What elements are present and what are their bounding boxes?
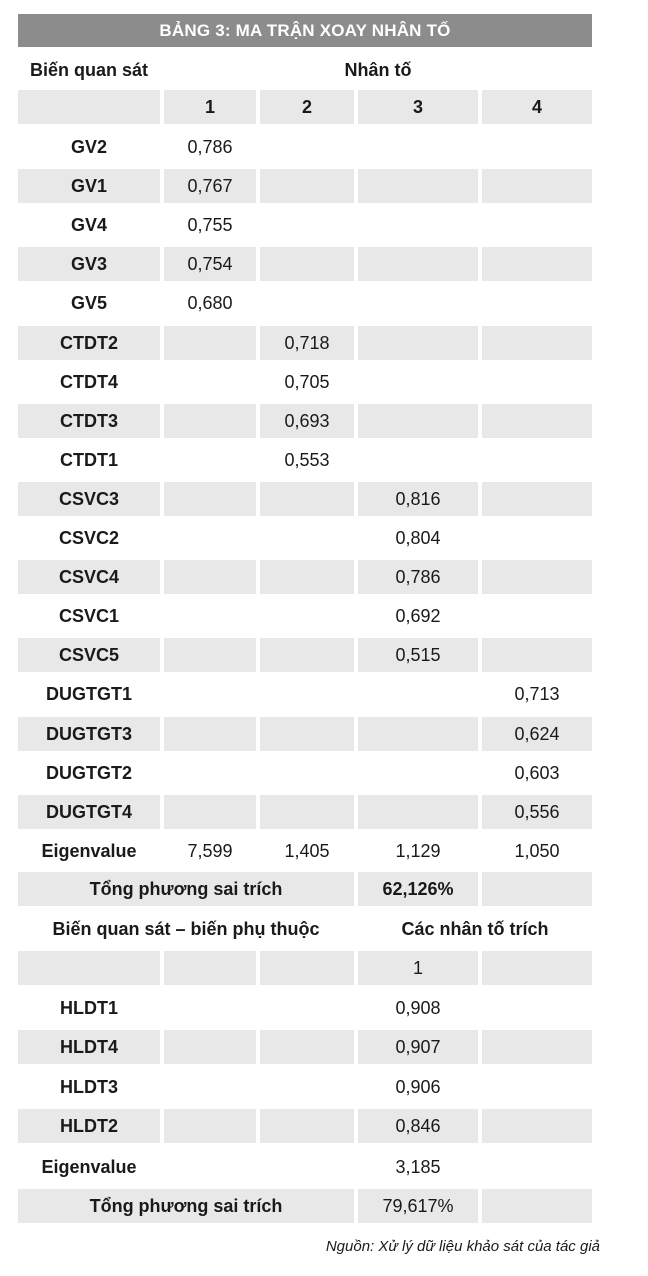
- loading-value: 0,693: [260, 404, 354, 438]
- table-row: [18, 1109, 592, 1143]
- variable-name: CSVC5: [18, 638, 160, 672]
- variable-name: DUGTGT2: [45, 762, 132, 783]
- variable-name: Eigenvalue: [41, 840, 137, 861]
- table-row: [18, 795, 592, 829]
- table-row: [18, 443, 592, 477]
- factor-number: 4: [482, 90, 592, 124]
- loading-value: 0,907: [358, 1030, 478, 1064]
- loading-value: [482, 130, 592, 164]
- loading-value: [164, 521, 256, 555]
- variable-name: CSVC1: [58, 605, 120, 626]
- blank-cell: [482, 1109, 592, 1143]
- loading-value: [164, 756, 256, 790]
- table-row: [18, 834, 592, 868]
- loading-value: [482, 404, 592, 438]
- total-variance-row: [18, 872, 592, 906]
- dependent-factor-number-row: [18, 951, 592, 985]
- loading-value: [164, 560, 256, 594]
- loading-value: 0,755: [187, 214, 233, 235]
- factor-number: 2: [260, 90, 354, 124]
- blank-cell: [164, 991, 256, 1025]
- loading-value: [358, 443, 478, 477]
- loading-value: [482, 247, 592, 281]
- loading-value: 0,713: [514, 683, 560, 704]
- variable-name: CTDT3: [18, 404, 160, 438]
- total-variance2-value: 79,617%: [358, 1189, 478, 1223]
- blank-cell: [260, 991, 354, 1025]
- blank-cell: [482, 1030, 592, 1064]
- loading-value: [164, 365, 256, 399]
- blank-cell: [260, 1109, 354, 1143]
- loading-value: 0,692: [395, 605, 441, 626]
- variable-name: HLDT4: [18, 1030, 160, 1064]
- table-row: [18, 482, 592, 516]
- variable-name: CSVC2: [58, 527, 120, 548]
- loading-value: [260, 599, 354, 633]
- loading-value: [358, 247, 478, 281]
- blank-cell: [164, 951, 256, 985]
- loading-value: [482, 443, 592, 477]
- eigenvalue2-row: [18, 1150, 592, 1184]
- variable-header: Biến quan sát: [30, 59, 149, 80]
- table-row: [18, 404, 592, 438]
- loading-value: [164, 326, 256, 360]
- table-row: [18, 169, 592, 203]
- loading-value: [482, 599, 592, 633]
- loading-value: [482, 560, 592, 594]
- total-variance-value: 62,126%: [358, 872, 478, 906]
- loading-value: [482, 169, 592, 203]
- loading-value: [260, 247, 354, 281]
- blank-cell: [164, 1109, 256, 1143]
- loading-value: 0,804: [395, 527, 441, 548]
- blank-cell: [260, 1030, 354, 1064]
- factor-header: Nhân tố: [344, 59, 412, 80]
- loading-value: [260, 286, 354, 320]
- loading-value: 1,050: [514, 840, 560, 861]
- blank-cell: [482, 1189, 592, 1223]
- blank-cell: [260, 951, 354, 985]
- blank-cell: [482, 951, 592, 985]
- table-row: [18, 326, 592, 360]
- loading-value: [358, 677, 478, 711]
- loading-value: [358, 756, 478, 790]
- variable-name: CSVC4: [18, 560, 160, 594]
- blank-cell: [482, 872, 592, 906]
- loading-value: [358, 130, 478, 164]
- loading-value: [358, 795, 478, 829]
- table-row: [18, 1030, 592, 1064]
- blank-cell: [164, 1030, 256, 1064]
- blank-cell: [482, 991, 592, 1025]
- loading-value: [260, 795, 354, 829]
- loading-value: 0,556: [482, 795, 592, 829]
- table-row: [18, 991, 592, 1025]
- loading-value: 0,553: [284, 449, 330, 470]
- table-row: [18, 130, 592, 164]
- total-variance-label: Tổng phương sai trích: [18, 872, 354, 906]
- loading-value: 0,908: [395, 997, 441, 1018]
- variable-name: CTDT2: [18, 326, 160, 360]
- dependent-header-row: [18, 912, 592, 946]
- loading-value: [260, 717, 354, 751]
- table-row: [18, 717, 592, 751]
- loading-value: 0,786: [187, 136, 233, 157]
- table-row: [18, 521, 592, 555]
- loading-value: [482, 326, 592, 360]
- loading-value: [164, 795, 256, 829]
- total-variance2-row: [18, 1189, 592, 1223]
- table-row: [18, 286, 592, 320]
- loading-value: 0,718: [260, 326, 354, 360]
- eigenvalue2-value: 3,185: [395, 1156, 441, 1177]
- loading-value: [358, 169, 478, 203]
- blank-cell: [18, 90, 160, 124]
- table-row: [18, 756, 592, 790]
- loading-value: [358, 208, 478, 242]
- table-row: [18, 560, 592, 594]
- loading-value: 0,906: [395, 1076, 441, 1097]
- variable-name: DUGTGT4: [18, 795, 160, 829]
- loading-value: [260, 521, 354, 555]
- loading-value: 0,603: [514, 762, 560, 783]
- variable-name: CSVC3: [18, 482, 160, 516]
- loading-value: [164, 482, 256, 516]
- loading-value: 0,767: [164, 169, 256, 203]
- loading-value: [260, 130, 354, 164]
- variable-name: HLDT1: [60, 997, 118, 1018]
- loading-value: [260, 756, 354, 790]
- loading-value: [164, 717, 256, 751]
- table-title: BẢNG 3: MA TRẬN XOAY NHÂN TỐ: [18, 14, 592, 47]
- loading-value: [260, 638, 354, 672]
- loading-value: [164, 443, 256, 477]
- loading-value: [482, 638, 592, 672]
- loading-value: [482, 208, 592, 242]
- loading-value: [260, 560, 354, 594]
- blank-cell: [482, 1070, 592, 1104]
- variable-name: HLDT3: [60, 1076, 118, 1097]
- blank-cell: [164, 1070, 256, 1104]
- loading-value: [164, 404, 256, 438]
- blank-cell: [18, 951, 160, 985]
- variable-name: GV1: [18, 169, 160, 203]
- loading-value: 0,786: [358, 560, 478, 594]
- loading-value: [358, 365, 478, 399]
- total-variance2-label: Tổng phương sai trích: [18, 1189, 354, 1223]
- loading-value: [358, 286, 478, 320]
- table-row: [18, 599, 592, 633]
- factor-number: 1: [164, 90, 256, 124]
- loading-value: [164, 638, 256, 672]
- source-note: Nguồn: Xử lý dữ liệu khảo sát của tác giả: [325, 1238, 600, 1255]
- variable-name: GV5: [70, 292, 108, 313]
- blank-cell: [260, 1070, 354, 1104]
- loading-value: 7,599: [187, 840, 233, 861]
- loading-value: 0,624: [482, 717, 592, 751]
- loading-value: [260, 169, 354, 203]
- loading-value: 1,405: [284, 840, 330, 861]
- variable-name: DUGTGT1: [45, 683, 132, 704]
- loading-value: [482, 286, 592, 320]
- loading-value: 0,680: [187, 292, 233, 313]
- table-row: [18, 638, 592, 672]
- loading-value: [482, 365, 592, 399]
- variable-name: CTDT4: [60, 371, 118, 392]
- loading-value: 0,846: [358, 1109, 478, 1143]
- table-row: [18, 1070, 592, 1104]
- eigenvalue2-label: Eigenvalue: [41, 1156, 137, 1177]
- variable-name: GV2: [70, 136, 108, 157]
- factor-number-row: [18, 90, 592, 124]
- variable-name: DUGTGT3: [18, 717, 160, 751]
- extracted-factor-header: Các nhân tố trích: [401, 918, 549, 939]
- loading-value: 0,816: [358, 482, 478, 516]
- factor-number: 1: [358, 951, 478, 985]
- loading-value: 0,705: [284, 371, 330, 392]
- loading-value: [164, 677, 256, 711]
- variable-name: GV4: [70, 214, 108, 235]
- table-row: [18, 247, 592, 281]
- loading-value: 0,754: [164, 247, 256, 281]
- variable-name: HLDT2: [18, 1109, 160, 1143]
- header-row: [18, 53, 592, 87]
- table-row: [18, 677, 592, 711]
- factor-number: 3: [358, 90, 478, 124]
- loading-value: [260, 482, 354, 516]
- table-row: [18, 365, 592, 399]
- loading-value: [260, 208, 354, 242]
- table-row: [18, 208, 592, 242]
- variable-name: CTDT1: [60, 449, 118, 470]
- variable-name: GV3: [18, 247, 160, 281]
- loading-value: [358, 717, 478, 751]
- loading-value: [482, 521, 592, 555]
- dependent-variable-header: Biến quan sát – biến phụ thuộc: [52, 918, 320, 939]
- loading-value: [260, 677, 354, 711]
- loading-value: [482, 482, 592, 516]
- loading-value: 0,515: [358, 638, 478, 672]
- loading-value: 1,129: [395, 840, 441, 861]
- loading-value: [164, 599, 256, 633]
- loading-value: [358, 404, 478, 438]
- loading-value: [358, 326, 478, 360]
